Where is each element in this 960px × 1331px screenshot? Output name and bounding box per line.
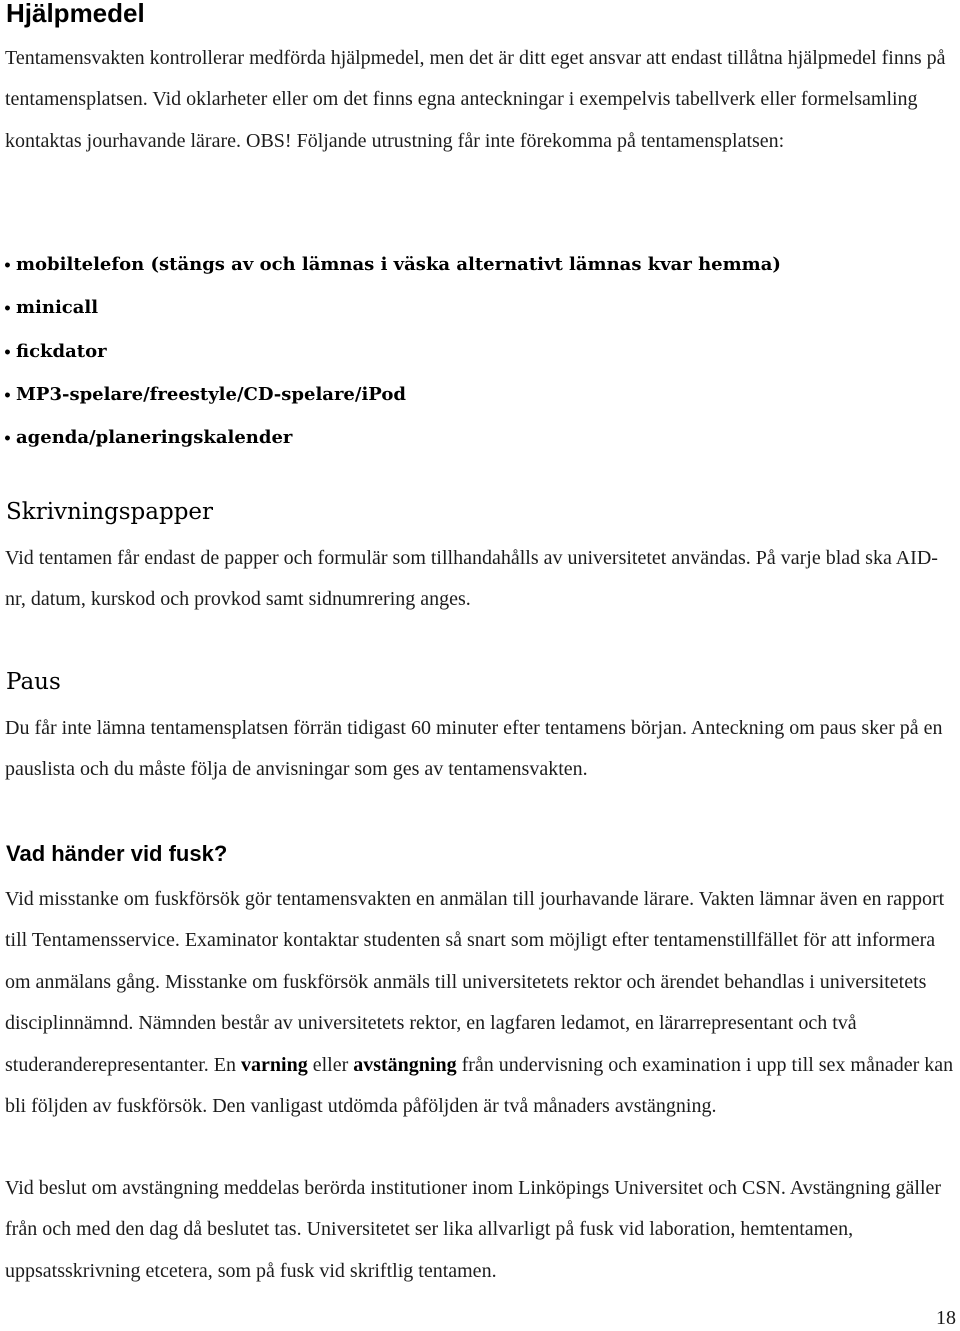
avstangning-text: avstängning xyxy=(353,1053,457,1076)
list-item-text: minicall xyxy=(16,297,99,319)
paragraph-fusk xyxy=(5,879,955,1127)
bullet-icon: • xyxy=(3,301,12,318)
bullet-icon: • xyxy=(3,258,12,274)
fusk-text: från undervisning och examination i upp till sex månader kan bli följden av fuskförsök. Den vanligast utdömda påföljden är två månaders avstängning. xyxy=(5,1053,954,1118)
list-item xyxy=(3,417,781,460)
forbidden-equipment-list xyxy=(3,244,781,460)
page-number: 18 xyxy=(936,1307,956,1329)
heading-fusk: Vad händer vid fusk? xyxy=(6,841,228,866)
paragraph-beslut: Vid beslut om avstängning meddelas berörda institutioner inom Linköpings Universitet och CSN. Avstängning gäller från och med den dag då beslutet tas. Universitetet ser lika allvarligt på fusk vid laboration, hemtentamen, uppsatsskrivning etcetera, som på fusk vid skriftlig tentamen. xyxy=(5,1177,942,1282)
list-item-text: agenda/planeringskalender xyxy=(16,427,293,449)
list-item xyxy=(3,374,781,417)
list-item-text: fickdator xyxy=(16,340,107,362)
paragraph-skrivningspapper: Vid tentamen får endast de papper och formulär som tillhandahålls av universitetet användas. På varje blad ska AID-nr, datum, kurskod och provkod samt sidnumrering anges. xyxy=(5,547,938,611)
paragraph-hjalpmedel: Tentamensvakten kontrollerar medförda hjälpmedel, men det är ditt eget ansvar att endast tillåtna hjälpmedel finns på tentamensplatsen. Vid oklarheter eller om det finns egna anteckningar i exempelvis tabellverk eller formelsamling kontaktas jourhavande lärare. OBS! Följande utrustning får inte förekomma på tentamensplatsen: xyxy=(5,47,946,152)
fusk-text: Vid misstanke om fuskförsök gör tentamensvakten en anmälan till jourhavande lärare. Vakten lämnar även en rapport till Tentamensservice. Examinator kontaktar studenten så snart som möjligt efter tentamenstillfället för att informera om anmälans gång. Misstanke om fuskförsök anmäls till universitetets rektor och ärendet behandlas i universitetets disciplinnämnd. Nämnden består av universitetets rektor, en lagfaren ledamot, en lärarrepresentant och två studeranderepresentanter. En xyxy=(5,888,945,1076)
list-item xyxy=(3,331,781,374)
varning-text: varning xyxy=(241,1053,308,1076)
list-item-text: MP3-spelare/freestyle/CD-spelare/iPod xyxy=(16,383,406,405)
list-item xyxy=(3,244,781,287)
heading-skrivningspapper: Skrivningspapper xyxy=(6,499,214,525)
bullet-icon: • xyxy=(3,344,12,361)
bullet-icon: • xyxy=(3,387,12,404)
heading-hjalpmedel: Hjälpmedel xyxy=(6,0,145,28)
fusk-text: eller xyxy=(307,1053,354,1076)
paragraph-paus: Du får inte lämna tentamensplatsen förrän tidigast 60 minuter efter tentamens början. Anteckning om paus sker på en pauslista och du måste följa de anvisningar som ges av tentamensvakten. xyxy=(5,717,943,781)
heading-paus: Paus xyxy=(6,669,61,695)
bullet-icon: • xyxy=(3,431,12,448)
list-item xyxy=(3,287,781,330)
list-item-text: mobiltelefon (stängs av och lämnas i väska alternativt lämnas kvar hemma) xyxy=(16,254,781,275)
